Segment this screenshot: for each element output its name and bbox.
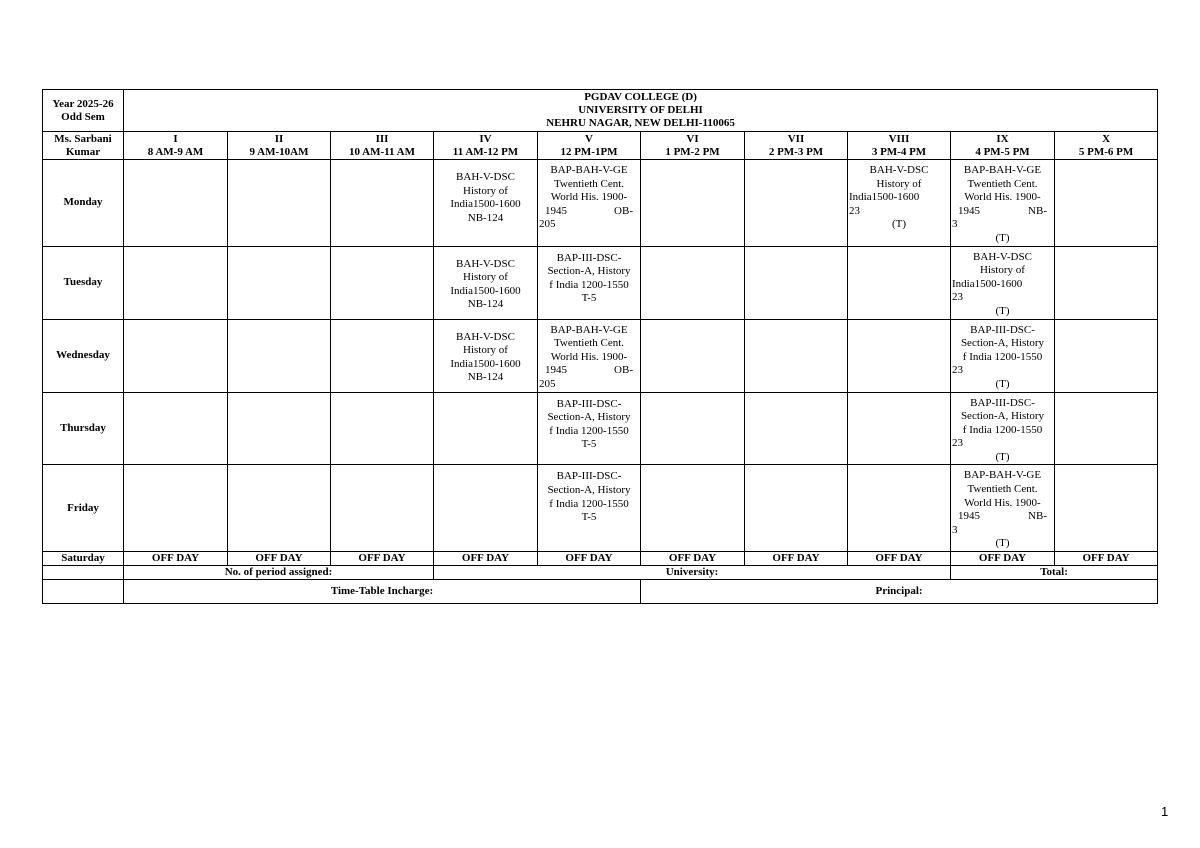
slot-line: T-5 xyxy=(581,292,597,305)
empty-slot xyxy=(641,160,745,247)
slot-line: 23 xyxy=(952,437,963,450)
timetable xyxy=(42,89,1158,604)
empty-slot xyxy=(1055,319,1158,392)
period-time: 3 PM-4 PM xyxy=(871,145,927,158)
slot-line: History of xyxy=(463,344,508,357)
slot-line: (T) xyxy=(995,450,1010,463)
slot-line: f India 1200-1550 xyxy=(549,497,629,510)
empty-slot xyxy=(641,319,745,392)
slot-line: (T) xyxy=(995,377,1010,390)
period-numeral: I xyxy=(173,132,178,145)
period-time: 9 AM-10AM xyxy=(249,145,309,158)
slot-line: BAH-V-DSC xyxy=(456,171,515,183)
slot-line: 3 xyxy=(952,523,958,536)
empty-slot xyxy=(1055,392,1158,465)
slot-line: f India 1200-1550 xyxy=(549,278,629,291)
empty-slot xyxy=(331,160,434,247)
empty-slot xyxy=(641,465,745,552)
periods-assigned-label: No. of period assigned: xyxy=(124,566,434,580)
slot-line: (T) xyxy=(891,218,907,231)
total-label: Total: xyxy=(951,566,1158,580)
semester-label: Odd Sem xyxy=(61,110,105,123)
slot-line: BAP-III-DSC- xyxy=(970,323,1035,336)
college-name: PGDAV COLLEGE (D) xyxy=(584,91,697,103)
class-slot xyxy=(951,319,1055,392)
slot-line: World His. 1900- xyxy=(964,191,1041,204)
slot-line: 3 xyxy=(952,218,958,231)
slot-line: BAP-BAH-V-GE xyxy=(963,164,1042,176)
blank-cell xyxy=(43,566,124,580)
slot-line: 23 xyxy=(952,364,963,377)
slot-line: Section-A, History xyxy=(547,411,631,424)
empty-slot xyxy=(1055,465,1158,552)
period-header-9 xyxy=(951,132,1055,160)
off-day-cell: OFF DAY xyxy=(538,552,641,566)
empty-slot xyxy=(434,465,538,552)
period-time: 2 PM-3 PM xyxy=(768,145,824,158)
class-slot xyxy=(951,246,1055,319)
slot-line: 1945 OB- xyxy=(545,364,633,377)
period-numeral: V xyxy=(585,132,593,145)
class-slot xyxy=(538,319,641,392)
day-row-thursday xyxy=(43,392,1158,465)
slot-line: BAH-V-DSC xyxy=(869,164,929,176)
day-label: Saturday xyxy=(43,552,124,566)
period-header-8 xyxy=(848,132,951,160)
university-label: University: xyxy=(434,566,951,580)
day-label: Thursday xyxy=(43,392,124,465)
slot-line: World His. 1900- xyxy=(964,496,1041,509)
slot-line: Twentieth Cent. xyxy=(967,483,1038,496)
empty-slot xyxy=(745,465,848,552)
slot-line: India1500-1600 xyxy=(450,284,521,297)
off-day-cell: OFF DAY xyxy=(124,552,228,566)
empty-slot xyxy=(745,319,848,392)
teacher-name-cell xyxy=(43,132,124,160)
slot-line: World His. 1900- xyxy=(550,191,628,204)
period-header-1 xyxy=(124,132,228,160)
period-time: 8 AM-9 AM xyxy=(147,145,204,158)
timetable-incharge-label: Time-Table Incharge: xyxy=(124,580,641,604)
period-time: 4 PM-5 PM xyxy=(975,145,1030,158)
slot-line: NB-124 xyxy=(467,211,504,224)
empty-slot xyxy=(228,160,331,247)
summary-row xyxy=(43,566,1158,580)
day-label: Monday xyxy=(43,160,124,247)
day-row-tuesday xyxy=(43,246,1158,319)
empty-slot xyxy=(848,246,951,319)
class-slot xyxy=(951,160,1055,247)
empty-slot xyxy=(848,465,951,552)
empty-slot xyxy=(331,392,434,465)
class-slot xyxy=(538,160,641,247)
period-header-2 xyxy=(228,132,331,160)
period-numeral: III xyxy=(375,132,389,145)
period-numeral: VII xyxy=(787,132,805,145)
blank-cell xyxy=(43,580,124,604)
empty-slot xyxy=(124,392,228,465)
period-header-row xyxy=(43,132,1158,160)
slot-line: BAP-BAH-V-GE xyxy=(963,469,1042,482)
slot-line: (T) xyxy=(995,537,1010,550)
period-header-5 xyxy=(538,132,641,160)
empty-slot xyxy=(331,246,434,319)
slot-line: BAP-III-DSC- xyxy=(556,397,622,410)
class-slot xyxy=(951,465,1055,552)
period-numeral: IX xyxy=(996,132,1009,145)
day-row-friday xyxy=(43,465,1158,552)
class-slot xyxy=(434,160,538,247)
period-time: 10 AM-11 AM xyxy=(349,145,415,158)
slot-line: (T) xyxy=(995,231,1010,244)
slot-line: T-5 xyxy=(581,438,597,451)
slot-line: Section-A, History xyxy=(547,484,631,497)
empty-slot xyxy=(331,465,434,552)
period-numeral: IV xyxy=(479,132,492,145)
slot-line: Section-A, History xyxy=(547,265,631,278)
empty-slot xyxy=(434,392,538,465)
day-row-saturday xyxy=(43,552,1158,566)
period-time: 1 PM-2 PM xyxy=(665,145,720,158)
empty-slot xyxy=(124,319,228,392)
year-label: Year 2025-26 xyxy=(52,97,114,110)
empty-slot xyxy=(228,246,331,319)
off-day-cell: OFF DAY xyxy=(434,552,538,566)
day-label: Tuesday xyxy=(43,246,124,319)
slot-line: History of xyxy=(876,177,922,190)
empty-slot xyxy=(124,160,228,247)
slot-line: India1500-1600 xyxy=(849,191,920,204)
empty-slot xyxy=(331,319,434,392)
empty-slot xyxy=(124,246,228,319)
slot-line: 23 xyxy=(849,204,860,217)
off-day-cell: OFF DAY xyxy=(1055,552,1158,566)
header-row xyxy=(43,90,1158,132)
principal-label: Principal: xyxy=(641,580,1158,604)
class-slot xyxy=(538,465,641,552)
empty-slot xyxy=(848,392,951,465)
slot-line: BAP-III-DSC- xyxy=(556,251,622,264)
year-cell xyxy=(43,90,124,132)
slot-line: f India 1200-1550 xyxy=(549,424,629,437)
empty-slot xyxy=(745,160,848,247)
slot-line: 205 xyxy=(539,218,556,231)
empty-slot xyxy=(228,392,331,465)
period-header-7 xyxy=(745,132,848,160)
slot-line: India1500-1600 xyxy=(450,198,521,211)
slot-line: Twentieth Cent. xyxy=(967,177,1038,190)
empty-slot xyxy=(848,319,951,392)
off-day-cell: OFF DAY xyxy=(848,552,951,566)
slot-line: f India 1200-1550 xyxy=(962,350,1043,363)
college-address: NEHRU NAGAR, NEW DELHI-110065 xyxy=(546,117,735,129)
page-number: 1 xyxy=(1161,804,1169,819)
slot-line: BAH-V-DSC xyxy=(456,330,515,343)
period-numeral: II xyxy=(274,132,284,145)
slot-line: 1945 OB- xyxy=(545,204,633,217)
slot-line: History of xyxy=(463,271,508,284)
off-day-cell: OFF DAY xyxy=(745,552,848,566)
period-numeral: X xyxy=(1102,132,1111,145)
slot-line: 23 xyxy=(952,291,963,304)
empty-slot xyxy=(745,246,848,319)
slot-line: Twentieth Cent. xyxy=(553,337,625,350)
day-row-wednesday xyxy=(43,319,1158,392)
empty-slot xyxy=(1055,246,1158,319)
empty-slot xyxy=(228,465,331,552)
slot-line: India1500-1600 xyxy=(450,357,521,370)
slot-line: BAP-III-DSC- xyxy=(970,396,1035,409)
class-slot xyxy=(848,160,951,247)
slot-line: Section-A, History xyxy=(960,337,1045,350)
off-day-cell: OFF DAY xyxy=(228,552,331,566)
off-day-cell: OFF DAY xyxy=(331,552,434,566)
empty-slot xyxy=(745,392,848,465)
period-header-3 xyxy=(331,132,434,160)
slot-line: BAH-V-DSC xyxy=(973,250,1032,263)
period-time: 12 PM-1PM xyxy=(560,145,618,158)
slot-line: 205 xyxy=(539,377,556,390)
class-slot xyxy=(951,392,1055,465)
period-numeral: VI xyxy=(686,132,699,145)
slot-line: f India 1200-1550 xyxy=(962,423,1043,436)
empty-slot xyxy=(641,246,745,319)
day-label: Wednesday xyxy=(43,319,124,392)
slot-line: 1945 NB- xyxy=(958,510,1047,523)
slot-line: World His. 1900- xyxy=(550,350,628,363)
off-day-cell: OFF DAY xyxy=(951,552,1055,566)
period-time: 5 PM-6 PM xyxy=(1078,145,1134,158)
empty-slot xyxy=(1055,160,1158,247)
college-header xyxy=(124,90,1158,132)
slot-line: India1500-1600 xyxy=(952,277,1023,290)
empty-slot xyxy=(124,465,228,552)
teacher-last-name: Kumar xyxy=(65,145,101,158)
slot-line: Twentieth Cent. xyxy=(553,177,625,190)
day-row-monday xyxy=(43,160,1158,247)
slot-line: 1945 NB- xyxy=(958,204,1047,217)
period-time: 11 AM-12 PM xyxy=(452,145,519,158)
slot-line: History of xyxy=(463,184,508,197)
period-header-10 xyxy=(1055,132,1158,160)
off-day-cell: OFF DAY xyxy=(641,552,745,566)
university-name: UNIVERSITY OF DELHI xyxy=(578,104,703,116)
slot-line: (T) xyxy=(995,304,1010,317)
slot-line: Section-A, History xyxy=(960,410,1045,423)
class-slot xyxy=(434,319,538,392)
slot-line: NB-124 xyxy=(467,371,504,384)
slot-line: History of xyxy=(980,264,1025,277)
class-slot xyxy=(434,246,538,319)
period-header-6 xyxy=(641,132,745,160)
slot-line: BAP-BAH-V-GE xyxy=(550,164,628,176)
slot-line: NB-124 xyxy=(467,298,504,311)
teacher-first-name: Ms. Sarbani xyxy=(54,132,112,145)
slot-line: T-5 xyxy=(581,511,597,524)
empty-slot xyxy=(228,319,331,392)
signature-row xyxy=(43,580,1158,604)
day-label: Friday xyxy=(43,465,124,552)
class-slot xyxy=(538,246,641,319)
slot-line: BAP-III-DSC- xyxy=(556,470,622,483)
slot-line: BAP-BAH-V-GE xyxy=(550,323,628,336)
slot-line: BAH-V-DSC xyxy=(456,257,515,270)
period-numeral: VIII xyxy=(888,132,910,145)
period-header-4 xyxy=(434,132,538,160)
class-slot xyxy=(538,392,641,465)
empty-slot xyxy=(641,392,745,465)
